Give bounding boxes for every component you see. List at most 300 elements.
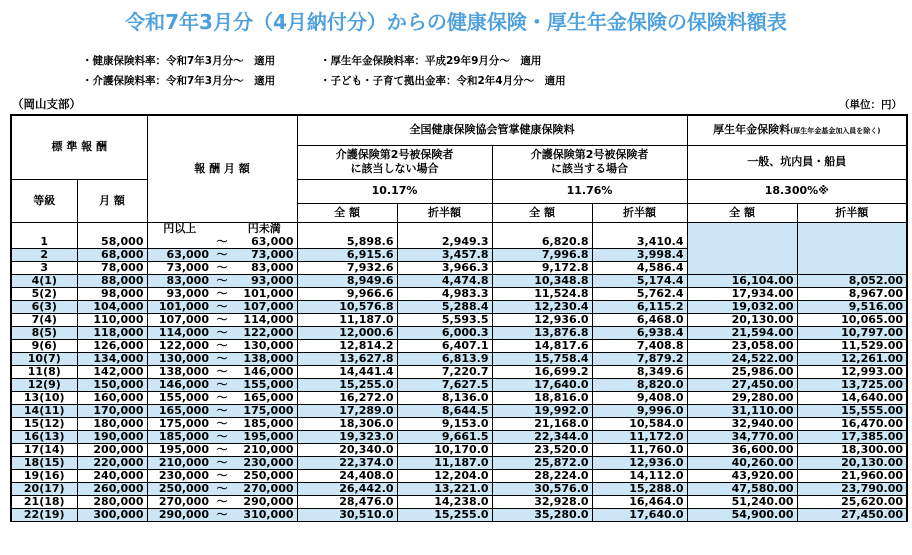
nc-half-cell: 12,204.0 <box>397 470 492 483</box>
remuneration-from-cell <box>147 236 212 249</box>
c-half-cell: 9,996.0 <box>592 405 687 418</box>
branch-label: （岡山支部） <box>12 97 81 111</box>
nc-full-cell: 9,966.6 <box>297 288 397 301</box>
remuneration-to-cell: 101,000 <box>232 288 297 301</box>
nc-full-cell: 17,289.0 <box>297 405 397 418</box>
header-monthly-amount: 月 額 <box>77 179 147 222</box>
c-half-cell: 9,408.0 <box>592 392 687 405</box>
label-row-c-half <box>592 222 687 236</box>
nc-half-cell: 13,221.0 <box>397 483 492 496</box>
grade-cell: 5(2) <box>11 288 77 301</box>
monthly-amount-cell: 170,000 <box>77 405 147 418</box>
p-half-cell: 27,450.00 <box>797 509 907 522</box>
p-full-cell: 23,058.00 <box>687 340 797 353</box>
c-full-cell: 14,817.6 <box>492 340 592 353</box>
monthly-amount-cell: 280,000 <box>77 496 147 509</box>
c-half-cell: 12,936.0 <box>592 457 687 470</box>
p-half-cell: 12,261.00 <box>797 353 907 366</box>
c-half-cell: 5,174.4 <box>592 275 687 288</box>
c-full-cell: 23,520.0 <box>492 444 592 457</box>
remuneration-to-cell: 146,000 <box>232 366 297 379</box>
remuneration-to-cell: 210,000 <box>232 444 297 457</box>
p-full-cell: 19,032.00 <box>687 301 797 314</box>
label-row-nc-half <box>397 222 492 236</box>
p-half-cell: 12,993.00 <box>797 366 907 379</box>
remuneration-to-cell: 122,000 <box>232 327 297 340</box>
grade-cell: 15(12) <box>11 418 77 431</box>
monthly-amount-cell: 88,000 <box>77 275 147 288</box>
grade-cell: 16(13) <box>11 431 77 444</box>
monthly-amount-cell: 190,000 <box>77 431 147 444</box>
monthly-amount-cell: 160,000 <box>77 392 147 405</box>
grade-cell: 4(1) <box>11 275 77 288</box>
remuneration-to-cell: 195,000 <box>232 431 297 444</box>
p-half-cell: 8,052.00 <box>797 275 907 288</box>
remuneration-from-cell: 63,000 <box>147 249 212 262</box>
table-row <box>11 327 907 340</box>
c-full-cell: 12,936.0 <box>492 314 592 327</box>
rate-pension: 18.300%※ <box>687 179 907 203</box>
grade-cell: 10(7) <box>11 353 77 366</box>
header-monthly-remuneration: 報 酬 月 額 <box>147 115 297 222</box>
table-row <box>11 366 907 379</box>
table-row <box>11 470 907 483</box>
grade-cell: 19(16) <box>11 470 77 483</box>
tilde-cell: ～ <box>212 262 232 275</box>
nc-half-cell: 3,966.3 <box>397 262 492 275</box>
nc-full-cell: 12,814.2 <box>297 340 397 353</box>
p-half-cell: 16,470.00 <box>797 418 907 431</box>
c-half-cell: 6,115.2 <box>592 301 687 314</box>
table-row <box>11 496 907 509</box>
nc-half-cell: 8,644.5 <box>397 405 492 418</box>
nc-full-cell: 8,949.6 <box>297 275 397 288</box>
tilde-cell: ～ <box>212 496 232 509</box>
remuneration-from-cell: 73,000 <box>147 262 212 275</box>
table-row <box>11 340 907 353</box>
remuneration-to-cell: 114,000 <box>232 314 297 327</box>
c-half-cell: 3,410.4 <box>592 236 687 249</box>
rate-care: 11.76% <box>492 179 687 203</box>
p-full-cell <box>687 249 797 262</box>
tilde-cell: ～ <box>212 431 232 444</box>
remuneration-from-cell: 107,000 <box>147 314 212 327</box>
remuneration-from-cell: 146,000 <box>147 379 212 392</box>
c-full-cell: 18,816.0 <box>492 392 592 405</box>
c-half-cell: 7,408.8 <box>592 340 687 353</box>
c-full-cell: 10,348.8 <box>492 275 592 288</box>
c-full-cell: 16,699.2 <box>492 366 592 379</box>
table-row <box>11 288 907 301</box>
tilde-cell: ～ <box>212 301 232 314</box>
nc-full-cell: 10,576.8 <box>297 301 397 314</box>
c-half-cell: 17,640.0 <box>592 509 687 522</box>
remuneration-to-cell: 185,000 <box>232 418 297 431</box>
nc-full-cell: 12,000.6 <box>297 327 397 340</box>
nc-half-cell: 7,220.7 <box>397 366 492 379</box>
remuneration-to-cell: 250,000 <box>232 470 297 483</box>
monthly-amount-cell: 126,000 <box>77 340 147 353</box>
label-row-nc-full <box>297 222 397 236</box>
remuneration-to-cell: 130,000 <box>232 340 297 353</box>
p-half-cell <box>797 249 907 262</box>
grade-cell: 14(11) <box>11 405 77 418</box>
remuneration-to-cell: 310,000 <box>232 509 297 522</box>
remuneration-from-cell: 195,000 <box>147 444 212 457</box>
table-row <box>11 483 907 496</box>
remuneration-from-cell: 270,000 <box>147 496 212 509</box>
remuneration-to-cell: 138,000 <box>232 353 297 366</box>
p-full-cell: 16,104.00 <box>687 275 797 288</box>
table-row <box>11 236 907 249</box>
nc-half-cell: 7,627.5 <box>397 379 492 392</box>
c-half-cell: 8,349.6 <box>592 366 687 379</box>
c-full-cell: 21,168.0 <box>492 418 592 431</box>
grade-cell: 8(5) <box>11 327 77 340</box>
c-half-cell: 14,112.0 <box>592 470 687 483</box>
c-full-cell: 35,280.0 <box>492 509 592 522</box>
c-full-cell: 22,344.0 <box>492 431 592 444</box>
nc-half-cell: 2,949.3 <box>397 236 492 249</box>
note-child-rate: ・子ども・子育て拠出金率：令和2年4月分～ 適用 <box>320 75 566 87</box>
nc-full-cell: 13,627.8 <box>297 353 397 366</box>
c-half-cell: 5,762.4 <box>592 288 687 301</box>
remuneration-from-cell: 165,000 <box>147 405 212 418</box>
p-half-cell: 18,300.00 <box>797 444 907 457</box>
monthly-amount-cell: 118,000 <box>77 327 147 340</box>
grade-cell: 21(18) <box>11 496 77 509</box>
nc-half-cell: 6,407.1 <box>397 340 492 353</box>
p-full-cell: 43,920.00 <box>687 470 797 483</box>
nc-half-cell: 6,000.3 <box>397 327 492 340</box>
nc-half-cell: 15,255.0 <box>397 509 492 522</box>
p-full-cell: 32,940.00 <box>687 418 797 431</box>
c-half-cell: 3,998.4 <box>592 249 687 262</box>
table-row <box>11 418 907 431</box>
nc-half-cell: 5,593.5 <box>397 314 492 327</box>
p-half-cell: 21,960.00 <box>797 470 907 483</box>
header-not-care: 介護保険第2号被保険者 に該当しない場合 <box>297 145 492 179</box>
remuneration-from-cell: 83,000 <box>147 275 212 288</box>
grade-cell: 1 <box>11 236 77 249</box>
table-row <box>11 431 907 444</box>
p-half-cell: 25,620.00 <box>797 496 907 509</box>
p-full-cell: 27,450.00 <box>687 379 797 392</box>
c-full-cell: 28,224.0 <box>492 470 592 483</box>
tilde-cell: ～ <box>212 483 232 496</box>
table-row <box>11 353 907 366</box>
header-standard-remuneration: 標 準 報 酬 <box>11 115 147 179</box>
label-tilde-blank <box>212 222 232 236</box>
grade-cell: 17(14) <box>11 444 77 457</box>
grade-cell: 6(3) <box>11 301 77 314</box>
table-row <box>11 301 907 314</box>
remuneration-to-cell: 107,000 <box>232 301 297 314</box>
p-full-cell: 34,770.00 <box>687 431 797 444</box>
nc-half-cell: 4,983.3 <box>397 288 492 301</box>
p-half-cell: 15,555.00 <box>797 405 907 418</box>
c-full-cell: 11,524.8 <box>492 288 592 301</box>
nc-full-cell: 28,476.0 <box>297 496 397 509</box>
grade-cell: 13(10) <box>11 392 77 405</box>
monthly-amount-cell: 260,000 <box>77 483 147 496</box>
p-full-cell: 51,240.00 <box>687 496 797 509</box>
note-pension-rate: ・厚生年金保険料率：平成29年9月分～ 適用 <box>320 55 542 67</box>
c-half-cell: 15,288.0 <box>592 483 687 496</box>
nc-full-cell: 15,255.0 <box>297 379 397 392</box>
p-half-cell <box>797 262 907 275</box>
c-full-cell: 25,872.0 <box>492 457 592 470</box>
grade-cell: 22(19) <box>11 509 77 522</box>
nc-full-cell: 5,898.6 <box>297 236 397 249</box>
unit-label: （単位：円） <box>839 99 902 111</box>
remuneration-from-cell: 138,000 <box>147 366 212 379</box>
remuneration-from-cell: 290,000 <box>147 509 212 522</box>
label-row-monthly <box>77 222 147 236</box>
header-kyokai: 全国健康保険協会管掌健康保険料 <box>297 115 687 145</box>
remuneration-from-cell: 175,000 <box>147 418 212 431</box>
tilde-cell: ～ <box>212 327 232 340</box>
table-row <box>11 249 907 262</box>
monthly-amount-cell: 220,000 <box>77 457 147 470</box>
table-row <box>11 444 907 457</box>
c-full-cell: 6,820.8 <box>492 236 592 249</box>
c-half-cell: 6,468.0 <box>592 314 687 327</box>
nc-half-cell: 10,170.0 <box>397 444 492 457</box>
remuneration-from-cell: 185,000 <box>147 431 212 444</box>
monthly-amount-cell: 300,000 <box>77 509 147 522</box>
nc-half-cell: 6,813.9 <box>397 353 492 366</box>
p-full-cell: 20,130.00 <box>687 314 797 327</box>
p-half-cell: 9,516.00 <box>797 301 907 314</box>
header-grade: 等級 <box>11 179 77 222</box>
nc-full-cell: 11,187.0 <box>297 314 397 327</box>
p-full-cell: 21,594.00 <box>687 327 797 340</box>
grade-cell: 11(8) <box>11 366 77 379</box>
nc-half-cell: 11,187.0 <box>397 457 492 470</box>
header-c-half: 折半額 <box>592 203 687 222</box>
p-half-cell: 17,385.00 <box>797 431 907 444</box>
table-row <box>11 314 907 327</box>
tilde-cell: ～ <box>212 470 232 483</box>
remuneration-from-cell: 210,000 <box>147 457 212 470</box>
p-half-cell: 8,967.00 <box>797 288 907 301</box>
remuneration-to-cell: 230,000 <box>232 457 297 470</box>
tilde-cell: ～ <box>212 288 232 301</box>
tilde-cell: ～ <box>212 236 232 249</box>
c-half-cell: 16,464.0 <box>592 496 687 509</box>
p-half-cell: 14,640.00 <box>797 392 907 405</box>
header-p-full: 全 額 <box>687 203 797 222</box>
monthly-amount-cell: 142,000 <box>77 366 147 379</box>
label-row-c-full <box>492 222 592 236</box>
label-upper: 円未満 <box>232 222 297 236</box>
p-full-cell: 24,522.00 <box>687 353 797 366</box>
nc-full-cell: 19,323.0 <box>297 431 397 444</box>
table-row <box>11 262 907 275</box>
nc-full-cell: 26,442.0 <box>297 483 397 496</box>
label-row-p-half <box>797 222 907 236</box>
remuneration-from-cell: 155,000 <box>147 392 212 405</box>
nc-full-cell: 16,272.0 <box>297 392 397 405</box>
header-c-full: 全 額 <box>492 203 592 222</box>
tilde-cell: ～ <box>212 418 232 431</box>
c-full-cell: 12,230.4 <box>492 301 592 314</box>
p-full-cell <box>687 262 797 275</box>
monthly-amount-cell: 98,000 <box>77 288 147 301</box>
grade-cell: 2 <box>11 249 77 262</box>
p-full-cell: 47,580.00 <box>687 483 797 496</box>
monthly-amount-cell: 240,000 <box>77 470 147 483</box>
grade-cell: 12(9) <box>11 379 77 392</box>
c-half-cell: 11,172.0 <box>592 431 687 444</box>
page-title: 令和7年3月分（4月納付分）からの健康保険・厚生年金保険の保険料額表 <box>125 10 787 34</box>
note-health-rate: ・健康保険料率：令和7年3月分～ 適用 <box>82 55 276 67</box>
nc-full-cell: 14,441.4 <box>297 366 397 379</box>
nc-full-cell: 22,374.0 <box>297 457 397 470</box>
tilde-cell: ～ <box>212 353 232 366</box>
remuneration-to-cell: 83,000 <box>232 262 297 275</box>
remuneration-to-cell: 63,000 <box>232 236 297 249</box>
p-half-cell: 10,797.00 <box>797 327 907 340</box>
c-full-cell: 7,996.8 <box>492 249 592 262</box>
tilde-cell: ～ <box>212 340 232 353</box>
c-full-cell: 30,576.0 <box>492 483 592 496</box>
c-full-cell: 9,172.8 <box>492 262 592 275</box>
p-full-cell <box>687 236 797 249</box>
p-full-cell: 29,280.00 <box>687 392 797 405</box>
header-pension-label: 厚生年金保険料 <box>713 122 791 136</box>
p-full-cell: 17,934.00 <box>687 288 797 301</box>
tilde-cell: ～ <box>212 379 232 392</box>
c-full-cell: 17,640.0 <box>492 379 592 392</box>
remuneration-to-cell: 175,000 <box>232 405 297 418</box>
c-half-cell: 11,760.0 <box>592 444 687 457</box>
p-half-cell: 10,065.00 <box>797 314 907 327</box>
p-half-cell: 20,130.00 <box>797 457 907 470</box>
table-row <box>11 509 907 522</box>
header-nc-full: 全 額 <box>297 203 397 222</box>
tilde-cell: ～ <box>212 457 232 470</box>
grade-cell: 9(6) <box>11 340 77 353</box>
remuneration-to-cell: 165,000 <box>232 392 297 405</box>
monthly-amount-cell: 78,000 <box>77 262 147 275</box>
tilde-cell: ～ <box>212 509 232 522</box>
table-row <box>11 457 907 470</box>
header-nc-half: 折半額 <box>397 203 492 222</box>
table-row <box>11 392 907 405</box>
nc-half-cell: 3,457.8 <box>397 249 492 262</box>
monthly-amount-cell: 200,000 <box>77 444 147 457</box>
grade-cell: 7(4) <box>11 314 77 327</box>
monthly-amount-cell: 68,000 <box>77 249 147 262</box>
tilde-cell: ～ <box>212 249 232 262</box>
grade-cell: 3 <box>11 262 77 275</box>
header-p-half: 折半額 <box>797 203 907 222</box>
table-row <box>11 275 907 288</box>
remuneration-from-cell: 101,000 <box>147 301 212 314</box>
nc-half-cell: 14,238.0 <box>397 496 492 509</box>
monthly-amount-cell: 110,000 <box>77 314 147 327</box>
nc-half-cell: 4,474.8 <box>397 275 492 288</box>
nc-full-cell: 6,915.6 <box>297 249 397 262</box>
remuneration-from-cell: 114,000 <box>147 327 212 340</box>
tilde-cell: ～ <box>212 405 232 418</box>
monthly-amount-cell: 134,000 <box>77 353 147 366</box>
nc-half-cell: 9,153.0 <box>397 418 492 431</box>
header-care: 介護保険第2号被保険者 に該当する場合 <box>492 145 687 179</box>
rate-not-care: 10.17% <box>297 179 492 203</box>
header-pension-note: (厚生年金基金加入員を除く) <box>790 126 881 135</box>
grade-cell: 18(15) <box>11 457 77 470</box>
note-care-rate: ・介護保険料率：令和7年3月分～ 適用 <box>82 75 276 87</box>
p-full-cell: 31,110.00 <box>687 405 797 418</box>
label-row-p-full <box>687 222 797 236</box>
nc-half-cell: 5,288.4 <box>397 301 492 314</box>
nc-full-cell: 20,340.0 <box>297 444 397 457</box>
tilde-cell: ～ <box>212 366 232 379</box>
tilde-cell: ～ <box>212 275 232 288</box>
header-pension-type: 一般、坑内員・船員 <box>687 145 907 179</box>
remuneration-from-cell: 230,000 <box>147 470 212 483</box>
remuneration-to-cell: 73,000 <box>232 249 297 262</box>
tilde-cell: ～ <box>212 314 232 327</box>
p-full-cell: 25,986.00 <box>687 366 797 379</box>
tilde-cell: ～ <box>212 392 232 405</box>
c-full-cell: 13,876.8 <box>492 327 592 340</box>
nc-half-cell: 9,661.5 <box>397 431 492 444</box>
c-half-cell: 6,938.4 <box>592 327 687 340</box>
premium-table <box>10 114 908 522</box>
nc-full-cell: 24,408.0 <box>297 470 397 483</box>
remuneration-from-cell: 130,000 <box>147 353 212 366</box>
c-full-cell: 19,992.0 <box>492 405 592 418</box>
monthly-amount-cell: 150,000 <box>77 379 147 392</box>
remuneration-to-cell: 155,000 <box>232 379 297 392</box>
c-half-cell: 8,820.0 <box>592 379 687 392</box>
p-half-cell: 11,529.00 <box>797 340 907 353</box>
monthly-amount-cell: 104,000 <box>77 301 147 314</box>
remuneration-to-cell: 290,000 <box>232 496 297 509</box>
tilde-cell: ～ <box>212 444 232 457</box>
grade-cell: 20(17) <box>11 483 77 496</box>
nc-full-cell: 18,306.0 <box>297 418 397 431</box>
monthly-amount-cell: 180,000 <box>77 418 147 431</box>
p-full-cell: 40,260.00 <box>687 457 797 470</box>
table-row <box>11 379 907 392</box>
p-half-cell: 13,725.00 <box>797 379 907 392</box>
table-row <box>11 405 907 418</box>
p-full-cell: 36,600.00 <box>687 444 797 457</box>
nc-full-cell: 7,932.6 <box>297 262 397 275</box>
remuneration-from-cell: 122,000 <box>147 340 212 353</box>
c-full-cell: 32,928.0 <box>492 496 592 509</box>
label-lower: 円以上 <box>147 222 212 236</box>
nc-half-cell: 8,136.0 <box>397 392 492 405</box>
c-half-cell: 7,879.2 <box>592 353 687 366</box>
header-pension <box>687 115 907 145</box>
remuneration-to-cell: 93,000 <box>232 275 297 288</box>
c-full-cell: 15,758.4 <box>492 353 592 366</box>
c-half-cell: 4,586.4 <box>592 262 687 275</box>
c-half-cell: 10,584.0 <box>592 418 687 431</box>
nc-full-cell: 30,510.0 <box>297 509 397 522</box>
p-half-cell: 23,790.00 <box>797 483 907 496</box>
remuneration-from-cell: 250,000 <box>147 483 212 496</box>
p-half-cell <box>797 236 907 249</box>
p-full-cell: 54,900.00 <box>687 509 797 522</box>
remuneration-from-cell: 93,000 <box>147 288 212 301</box>
